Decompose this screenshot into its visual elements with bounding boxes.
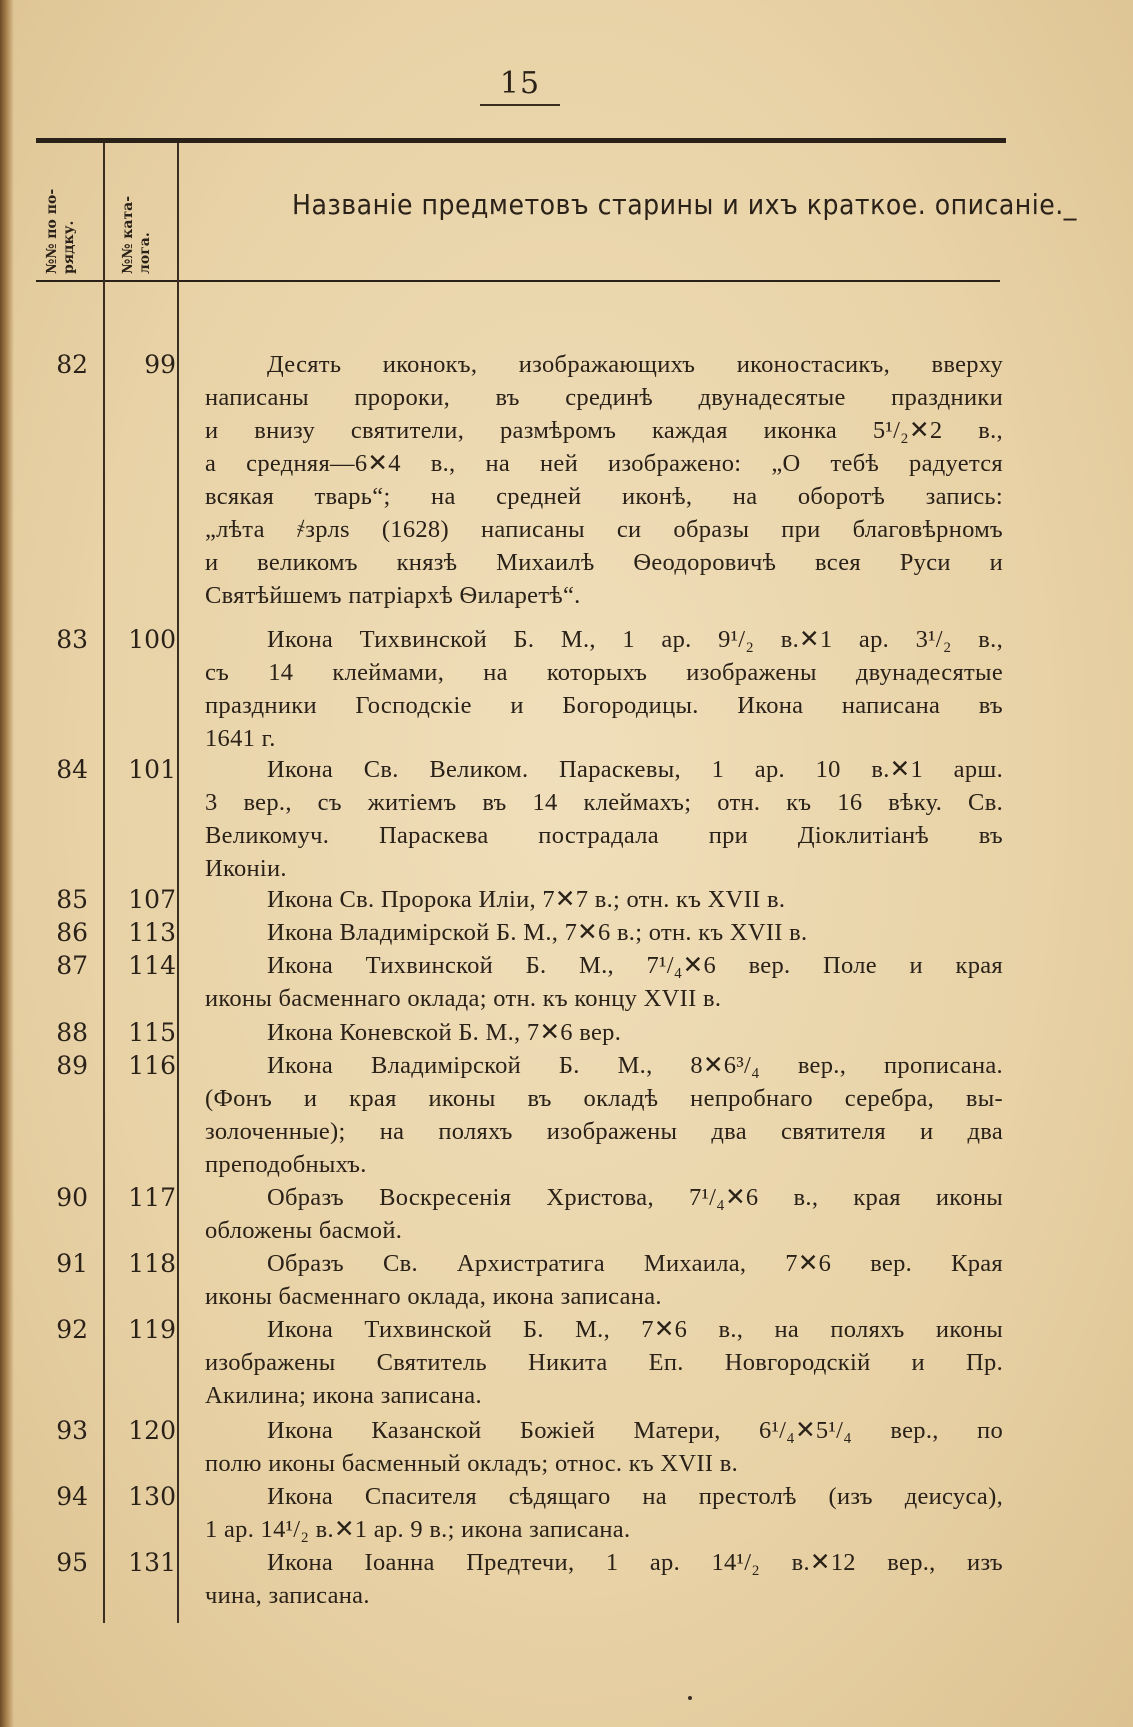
entry-number: 92 — [56, 1315, 88, 1344]
entry-line: Икона Коневской Б. М., 7✕6 вер. — [267, 1019, 622, 1046]
entry-description — [205, 1181, 1003, 1247]
entry-number: 88 — [56, 1018, 88, 1047]
entry-description — [205, 1016, 1003, 1049]
entry-line: а средняя—6✕4 в., на ней изображено: „О тебѣ радуется — [205, 450, 1003, 477]
entry-description — [205, 1414, 1003, 1480]
entry-line: Образъ Воскресенія Христова, 7¹/₄✕6 в., края иконы — [267, 1184, 1003, 1211]
table-header-rule — [36, 280, 1000, 282]
entry-number: 84 — [56, 755, 88, 784]
page-number: 15 — [499, 66, 541, 101]
entry-line: Святѣйшемъ патріархѣ Ѳиларетѣ“. — [205, 582, 581, 609]
entry-description — [205, 916, 1003, 949]
entry-description — [205, 1247, 1003, 1313]
column-header-description: Названіе предметовъ старины и ихъ краткое. описаніе._ — [292, 188, 1077, 221]
entry-line: преподобныхъ. — [205, 1151, 367, 1178]
entry-line: Икона Тихвинской Б. М., 7✕6 в., на поляхъ иконы — [267, 1316, 1003, 1343]
stray-mark — [688, 1696, 692, 1700]
column-header-row-number-line2: рядку. — [61, 220, 77, 274]
column-divider-1 — [103, 143, 105, 1623]
entry-description — [205, 753, 1003, 885]
entry-catalog-number: 100 — [128, 625, 176, 654]
entry-number: 86 — [56, 918, 88, 947]
entry-line: иконы басменнаго оклада, икона записана. — [205, 1283, 662, 1310]
entry-number: 87 — [56, 951, 88, 980]
entry-line: и великомъ князѣ Михаилѣ Ѳеодоровичѣ всея Руси и — [205, 549, 1003, 576]
entry-line: Икона Тихвинской Б. М., 7¹/₄✕6 вер. Поле и края — [267, 952, 1003, 979]
entry-line: всякая тварь“; на средней иконѣ, на оборотѣ запись: — [205, 483, 1003, 510]
table-top-rule — [36, 138, 1006, 143]
entry-catalog-number: 107 — [128, 885, 176, 914]
entry-catalog-number: 130 — [128, 1482, 176, 1511]
column-header-catalog-number-line1: №№ ката- — [120, 195, 136, 274]
entry-description — [205, 883, 1003, 916]
entry-catalog-number: 119 — [128, 1315, 176, 1344]
entry-number: 82 — [56, 350, 88, 379]
entry-line: Иконіи. — [205, 855, 287, 882]
column-header-catalog-number-line2: лога. — [137, 232, 153, 274]
entry-line: Икона Св. Пророка Иліи, 7✕7 в.; отн. къ XVII в. — [267, 886, 786, 913]
entry-catalog-number: 114 — [128, 951, 176, 980]
entry-line: 1 ар. 14¹/₂ в.✕1 ар. 9 в.; икона записана. — [205, 1516, 631, 1543]
entry-line: 3 вер., съ житіемъ въ 14 клеймахъ; отн. къ 16 вѣку. Св. — [205, 789, 1003, 816]
entry-number: 93 — [56, 1416, 88, 1445]
entry-catalog-number: 99 — [144, 350, 176, 379]
entry-line: золоченные); на поляхъ изображены два святителя и два — [205, 1118, 1003, 1145]
entry-number: 83 — [56, 625, 88, 654]
entry-description — [205, 623, 1003, 755]
entry-description — [205, 949, 1003, 1015]
entry-line: Икона Владимірской Б. М., 7✕6 в.; отн. къ XVII в. — [267, 919, 808, 946]
entry-number: 95 — [56, 1548, 88, 1577]
entry-line: 1641 г. — [205, 725, 276, 752]
entry-line: Икона Св. Великом. Параскевы, 1 ар. 10 в.✕1 арш. — [267, 756, 1003, 783]
entry-catalog-number: 120 — [128, 1416, 176, 1445]
entry-description — [205, 1480, 1003, 1546]
entry-catalog-number: 116 — [128, 1051, 176, 1080]
entry-catalog-number: 118 — [128, 1249, 176, 1278]
book-spine-shadow — [0, 0, 14, 1727]
entry-line: полю иконы басменный окладъ; относ. къ XVII в. — [205, 1450, 738, 1477]
entry-number: 91 — [56, 1249, 88, 1278]
entry-line: Икона Казанской Божіей Матери, 6¹/₄✕5¹/₄ вер., по — [267, 1417, 1003, 1444]
entry-number: 89 — [56, 1051, 88, 1080]
entry-line: обложены басмой. — [205, 1217, 403, 1244]
column-header-row-number — [44, 189, 78, 274]
entry-line: „лѣта ҂зрлѕ (1628) написаны си образы при благовѣрномъ — [205, 516, 1003, 543]
entry-catalog-number: 113 — [128, 918, 176, 947]
entry-line: Акилина; икона записана. — [205, 1382, 482, 1409]
entry-line: Икона Спасителя сѣдящаго на престолѣ (изъ деисуса), — [267, 1483, 1003, 1510]
entry-line: Икона Тихвинской Б. М., 1 ар. 9¹/₂ в.✕1 ар. 3¹/₂ в., — [267, 626, 1003, 653]
entry-catalog-number: 101 — [128, 755, 176, 784]
entry-line: Десять иконокъ, изображающихъ иконостасикъ, вверху — [267, 351, 1003, 378]
column-header-catalog-number — [120, 196, 154, 274]
entry-line: написаны пророки, въ срединѣ двунадесятые праздники — [205, 384, 1003, 411]
entry-line: изображены Святитель Никита Еп. Новгородскій и Пр. — [205, 1349, 1003, 1376]
entry-line: иконы басменнаго оклада; отн. къ концу XVII в. — [205, 985, 722, 1012]
entry-line: Икона Владимірской Б. М., 8✕6³/₄ вер., прописана. — [267, 1052, 1003, 1079]
entry-line: съ 14 клеймами, на которыхъ изображены двунадесятые — [205, 659, 1003, 686]
entry-number: 94 — [56, 1482, 88, 1511]
entry-description — [205, 348, 1003, 612]
entry-number: 90 — [56, 1183, 88, 1212]
entry-description — [205, 1049, 1003, 1181]
entry-number: 85 — [56, 885, 88, 914]
entry-line: Великомуч. Параскева пострадала при Діоклитіанѣ въ — [205, 822, 1003, 849]
entry-line: Икона Іоанна Предтечи, 1 ар. 14¹/₂ в.✕12 вер., изъ — [267, 1549, 1003, 1576]
page-number-underline — [480, 104, 560, 106]
entry-line: (Фонъ и края иконы въ окладѣ непробнаго серебра, вы- — [205, 1085, 1003, 1112]
entry-line: и внизу святители, размѣромъ каждая иконка 5¹/₂✕2 в., — [205, 417, 1003, 444]
entry-line: праздники Господскіе и Богородицы. Икона написана въ — [205, 692, 1003, 719]
entry-catalog-number: 115 — [128, 1018, 176, 1047]
entry-catalog-number: 117 — [128, 1183, 176, 1212]
entry-description — [205, 1313, 1003, 1412]
column-divider-2 — [177, 143, 179, 1623]
entry-description — [205, 1546, 1003, 1612]
entry-catalog-number: 131 — [128, 1548, 176, 1577]
entry-line: чина, записана. — [205, 1582, 370, 1609]
entry-line: Образъ Св. Архистратига Михаила, 7✕6 вер. Края — [267, 1250, 1003, 1277]
column-header-row-number-line1: №№ по по- — [44, 188, 60, 274]
